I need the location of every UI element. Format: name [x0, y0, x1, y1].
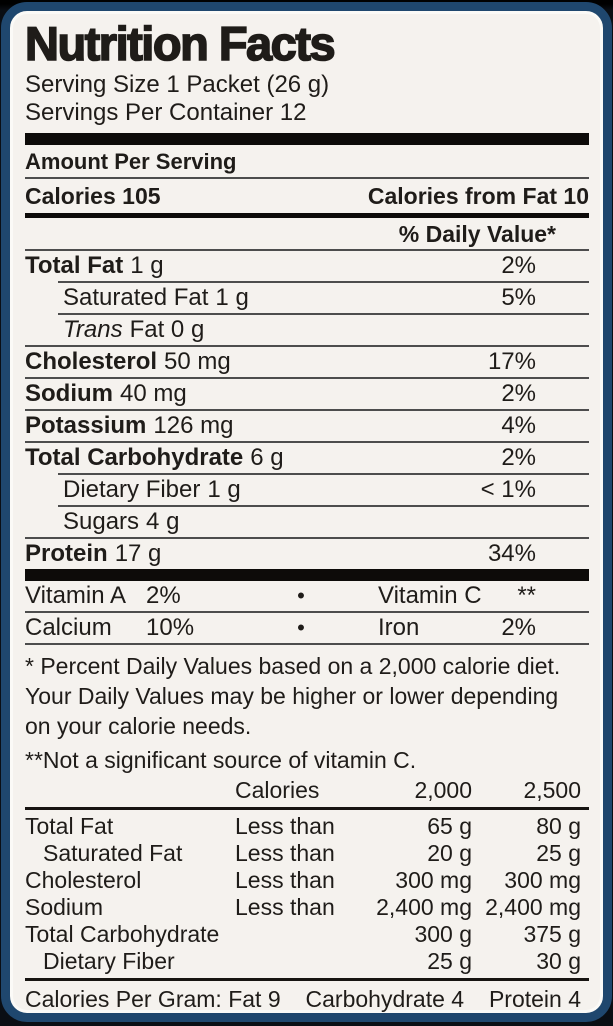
table-row-total-carbohydrate — [25, 921, 589, 948]
nutrient-row-total-fat — [25, 251, 589, 281]
divider — [25, 978, 589, 981]
servings-per-container: Servings Per Container 12 — [25, 99, 307, 126]
table-cell: Less than — [235, 840, 335, 866]
vitamin-name: Vitamin A — [25, 582, 126, 609]
nutrient-amount: 4 g — [146, 508, 180, 535]
vitamin-value: 10% — [146, 614, 195, 641]
nutrient-row-protein — [25, 539, 589, 569]
nutrient-row-saturated-fat — [25, 283, 589, 313]
nutrient-row-sodium — [25, 379, 589, 409]
nutrient-row-dietary-fiber — [25, 475, 589, 505]
nutrient-daily-value: 2% — [501, 252, 536, 279]
table-cell: 20 g — [427, 840, 472, 866]
nutrient-amount: Fat 0 g — [129, 316, 205, 343]
bullet-separator-icon: • — [297, 615, 305, 640]
nutrient-name: Saturated Fat — [63, 284, 209, 311]
reference-table — [25, 777, 589, 975]
calories-per-gram-carbohydrate: Carbohydrate 4 — [305, 986, 465, 1012]
divider — [25, 807, 589, 810]
vitamin-name: Iron — [378, 614, 420, 641]
table-cell: Total Carbohydrate — [25, 921, 220, 947]
table-cell: Saturated Fat — [43, 840, 183, 866]
nutrient-name: Dietary Fiber — [63, 476, 201, 503]
table-cell: 25 g — [427, 948, 472, 974]
table-cell: 65 g — [427, 813, 472, 839]
vitamin-name: Vitamin C — [378, 582, 482, 609]
table-header-2500: 2,500 — [523, 777, 581, 803]
nutrient-name: Total Fat — [25, 252, 124, 279]
vitamin-value: ** — [517, 582, 536, 609]
table-cell: 300 g — [414, 921, 472, 947]
calories-value: Calories 105 — [25, 183, 161, 209]
nutrient-row-potassium — [25, 411, 589, 441]
table-cell: 80 g — [536, 813, 581, 839]
thick-divider-bar — [25, 133, 589, 145]
table-cell: 2,400 mg — [376, 894, 472, 920]
table-cell: 2,400 mg — [485, 894, 581, 920]
table-cell: 300 mg — [395, 867, 472, 893]
vitamin-row-a-c — [25, 581, 589, 611]
nutrient-amount: 1 g — [215, 284, 249, 311]
bullet-separator-icon: • — [297, 583, 305, 608]
amount-per-serving-heading: Amount Per Serving — [25, 149, 237, 174]
nutrient-row-total-carbohydrate — [25, 443, 589, 473]
nutrient-name: Potassium — [25, 412, 147, 439]
nutrient-name: Protein — [25, 540, 108, 567]
nutrient-daily-value: 2% — [501, 380, 536, 407]
vitamin-name: Calcium — [25, 614, 112, 641]
table-cell — [235, 921, 350, 948]
table-cell: Cholesterol — [25, 867, 142, 893]
nutrient-name: Total Carbohydrate — [25, 444, 244, 471]
nutrient-amount: 6 g — [250, 444, 284, 471]
nutrient-name: Cholesterol — [25, 348, 158, 375]
divider — [25, 643, 589, 645]
table-cell: Total Fat — [25, 813, 114, 839]
serving-size: Serving Size 1 Packet (26 g) — [25, 71, 330, 98]
nutrient-daily-value: 2% — [501, 444, 536, 471]
vitamin-row-calcium-iron — [25, 613, 589, 643]
nutrient-daily-value: 5% — [501, 284, 536, 311]
table-cell: Less than — [235, 867, 335, 893]
nutrient-amount: 40 mg — [120, 380, 187, 407]
calories-row — [25, 179, 589, 213]
vitamin-c-footnote: **Not a significant source of vitamin C. — [25, 747, 417, 773]
nutrient-amount: 17 g — [114, 540, 162, 567]
calories-per-gram-row — [25, 984, 589, 1013]
table-cell: 30 g — [536, 948, 581, 974]
table-row-dietary-fiber — [25, 948, 589, 975]
vitamin-value: 2% — [146, 582, 181, 609]
table-header-2000: 2,000 — [414, 777, 472, 803]
calories-from-fat-value: Calories from Fat 10 — [367, 183, 589, 209]
calories-per-gram-protein: Protein 4 — [488, 986, 581, 1012]
table-header-calories: Calories — [235, 777, 320, 803]
calories-per-gram-label: Calories Per Gram: Fat 9 — [25, 986, 281, 1012]
reference-table-header — [25, 777, 589, 804]
daily-values-footnote: * Percent Daily Values based on a 2,000 calorie diet. Your Daily Values may be higher or lower depending on your calorie needs. — [25, 653, 561, 739]
nutrient-name: Sugars — [63, 508, 140, 535]
nutrient-daily-value: 17% — [487, 348, 536, 375]
nutrient-amount: 1 g — [130, 252, 164, 279]
nutrient-name: Trans — [63, 316, 123, 343]
nutrient-amount: 50 mg — [164, 348, 231, 375]
table-row-total-fat — [25, 813, 589, 840]
table-cell: Dietary Fiber — [43, 948, 175, 974]
vitamin-value: 2% — [501, 614, 536, 641]
nutrient-daily-value: 34% — [487, 540, 536, 567]
table-cell: 375 g — [523, 921, 581, 947]
nutrient-row-sugars — [25, 507, 589, 537]
nutrient-amount: 126 mg — [153, 412, 234, 439]
table-cell: 25 g — [536, 840, 581, 866]
table-cell: Less than — [235, 813, 335, 839]
nutrient-daily-value: < 1% — [480, 476, 536, 503]
nutrition-facts-label — [1, 2, 612, 1022]
table-row-cholesterol — [25, 867, 589, 894]
thick-divider-bar — [25, 569, 589, 581]
table-row-saturated-fat — [25, 840, 589, 867]
nutrient-row-trans-fat — [25, 315, 589, 345]
daily-value-header: % Daily Value* — [398, 221, 556, 247]
nutrient-daily-value: 4% — [501, 412, 536, 439]
nutrition-facts-title: Nutrition Facts — [25, 17, 335, 70]
table-cell — [235, 948, 350, 975]
table-cell: Sodium — [25, 894, 103, 920]
nutrient-name: Sodium — [25, 380, 113, 407]
nutrient-amount: 1 g — [207, 476, 241, 503]
table-cell: 300 mg — [504, 867, 581, 893]
table-row-sodium — [25, 894, 589, 921]
table-header-cell — [25, 777, 235, 804]
table-cell: Less than — [235, 894, 335, 920]
nutrient-row-cholesterol — [25, 347, 589, 377]
